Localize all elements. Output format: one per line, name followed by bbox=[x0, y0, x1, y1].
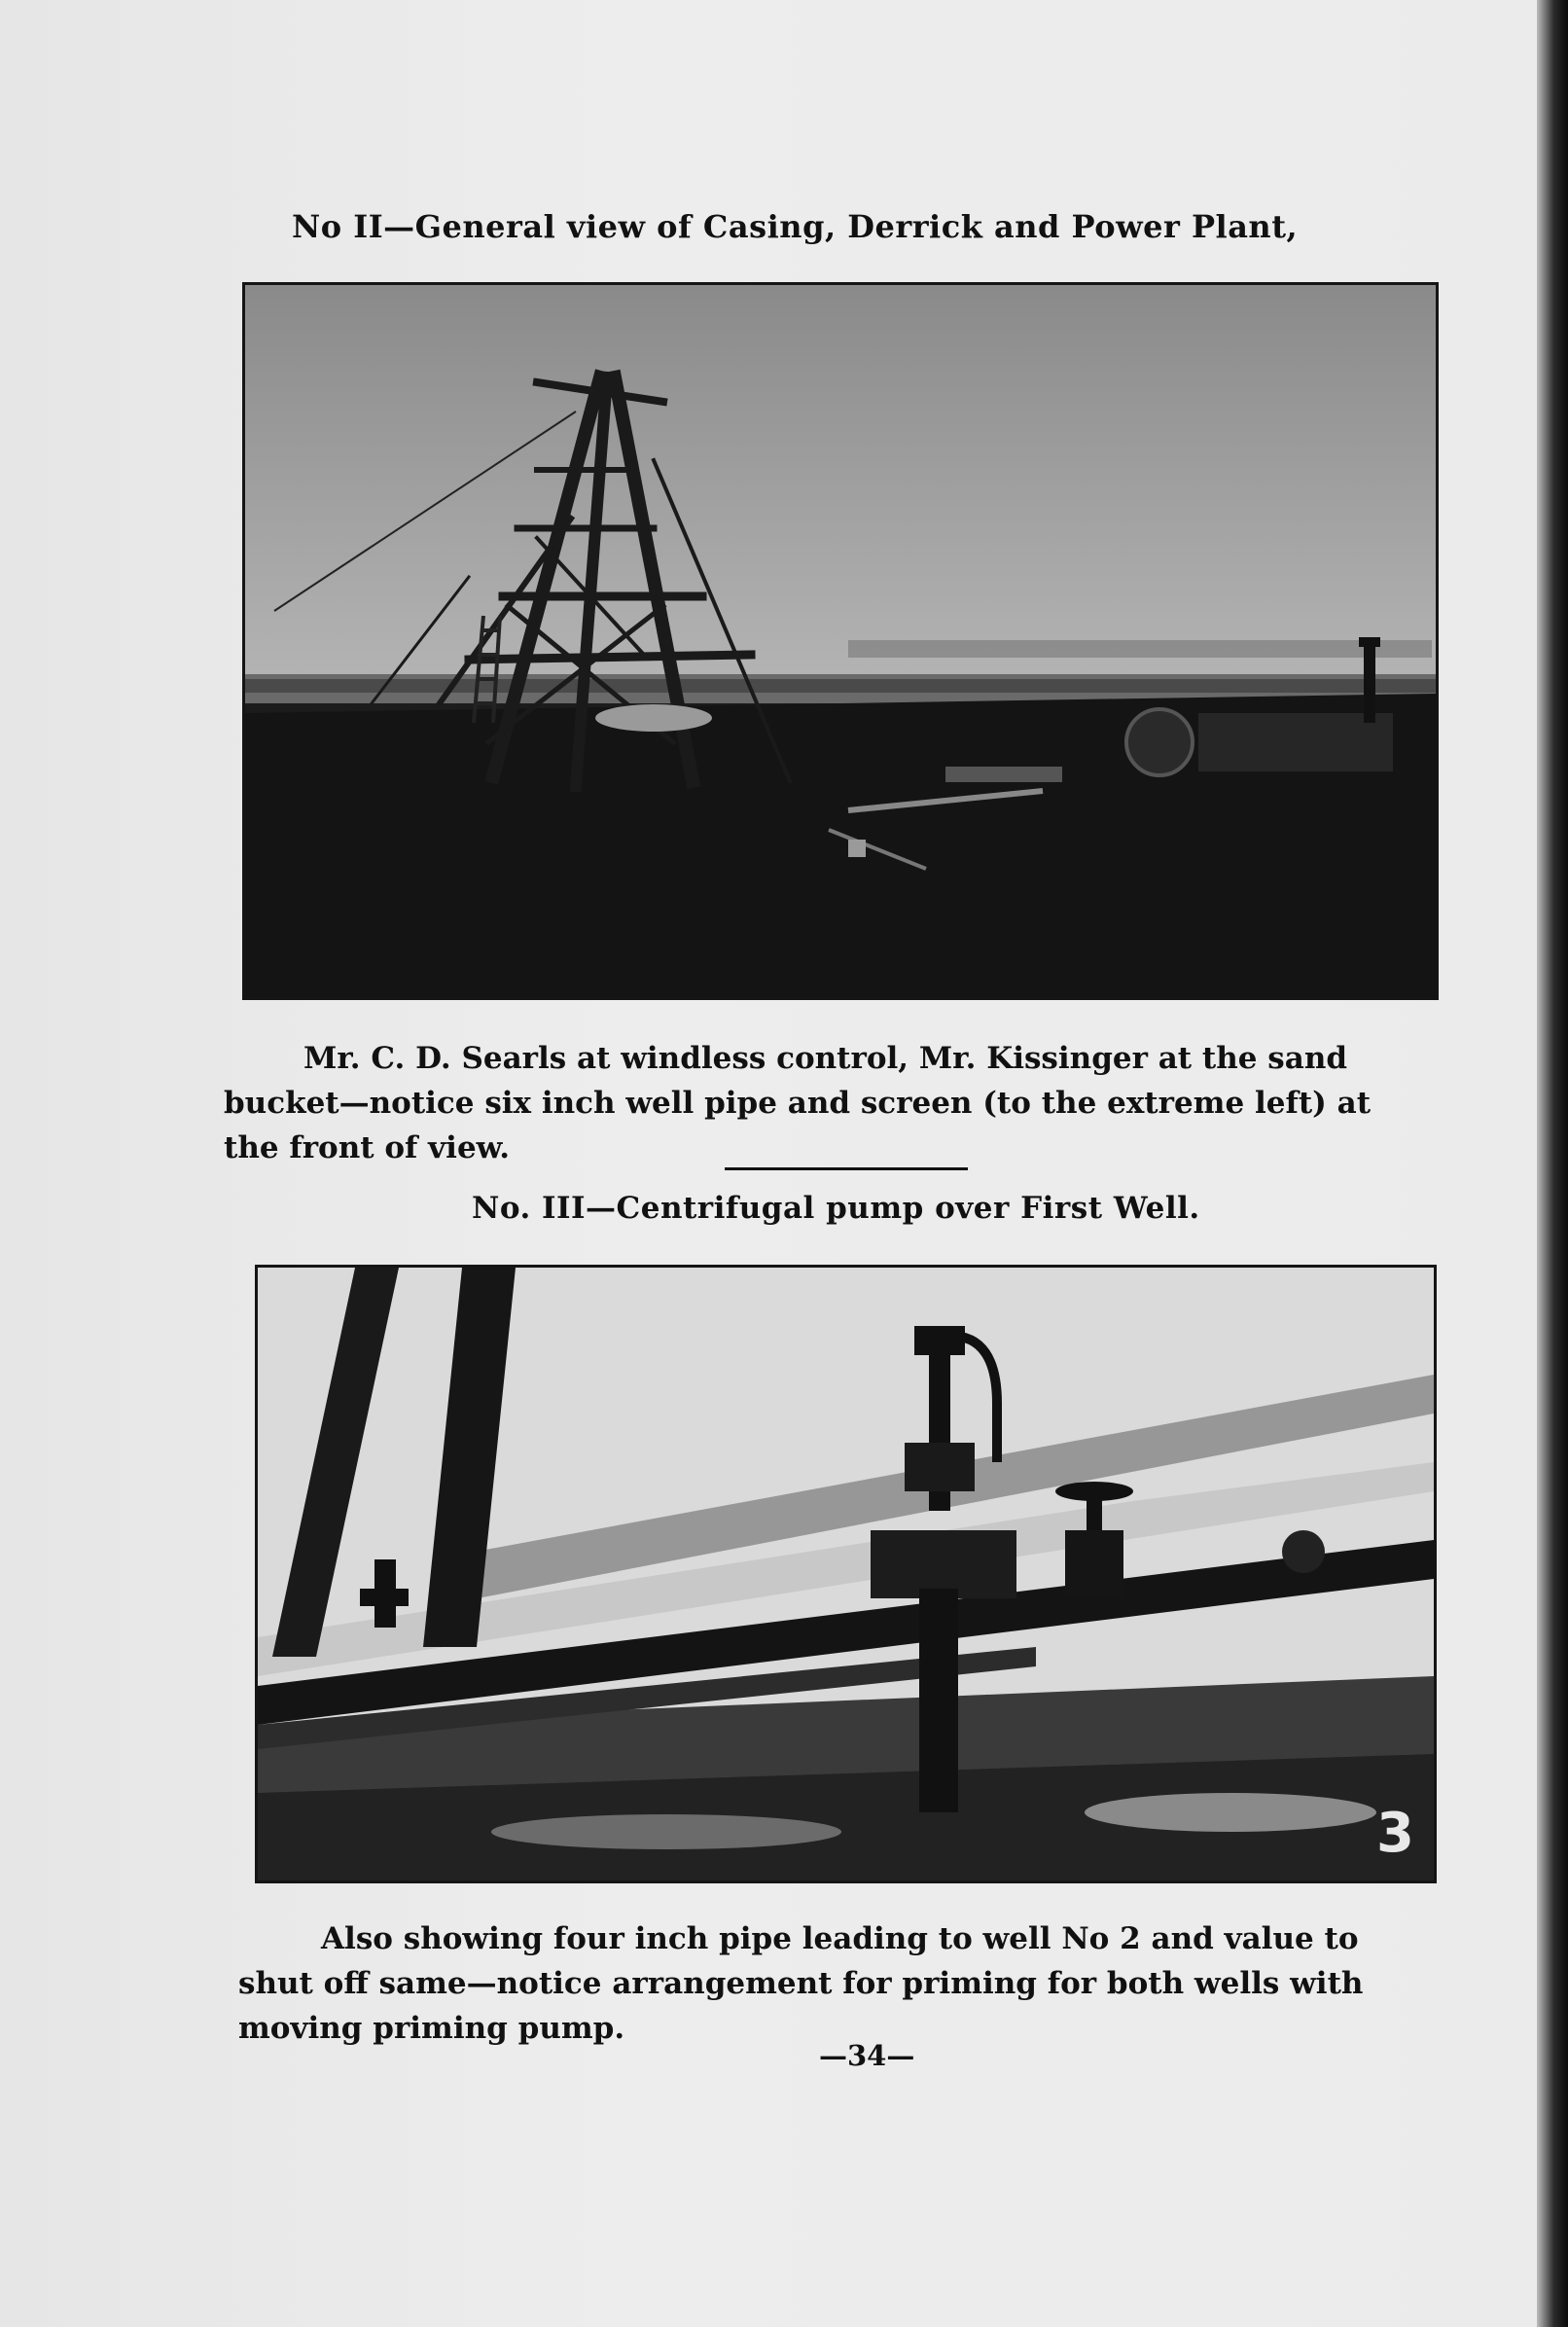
page-number: —34— bbox=[819, 2039, 915, 2072]
figure-2-caption: No II—General view of Casing, Derrick and Power Plant, bbox=[292, 208, 1299, 245]
figure-3-description-line: shut off same—notice arrangement for priming for both wells with bbox=[238, 1966, 1364, 2001]
figure-3-description bbox=[238, 1916, 1477, 2051]
derrick-photo bbox=[242, 282, 1439, 1000]
figure-2-description-line: bucket—notice six inch well pipe and screen (to the extreme left) at bbox=[224, 1086, 1372, 1121]
figure-2-description-line: the front of view. bbox=[224, 1130, 511, 1165]
pump-photo-illustration bbox=[258, 1268, 1434, 1880]
figure-2-description-line: Mr. C. D. Searls at windless control, Mr. Kissinger at the sand bbox=[303, 1041, 1348, 1076]
figure-2-description bbox=[224, 1036, 1462, 1170]
derrick-photo-illustration bbox=[245, 285, 1436, 997]
figure-3-description-line: Also showing four inch pipe leading to well No 2 and value to bbox=[321, 1921, 1359, 1956]
figure-3-description-line: moving priming pump. bbox=[238, 2011, 625, 2046]
photo-number-mark: 3 bbox=[1376, 1802, 1414, 1865]
page-edge-shadow bbox=[1537, 0, 1568, 2327]
figure-3-caption: No. III—Centrifugal pump over First Well. bbox=[472, 1191, 1200, 1226]
separator-rule bbox=[725, 1167, 968, 1170]
pump-photo bbox=[255, 1265, 1437, 1883]
